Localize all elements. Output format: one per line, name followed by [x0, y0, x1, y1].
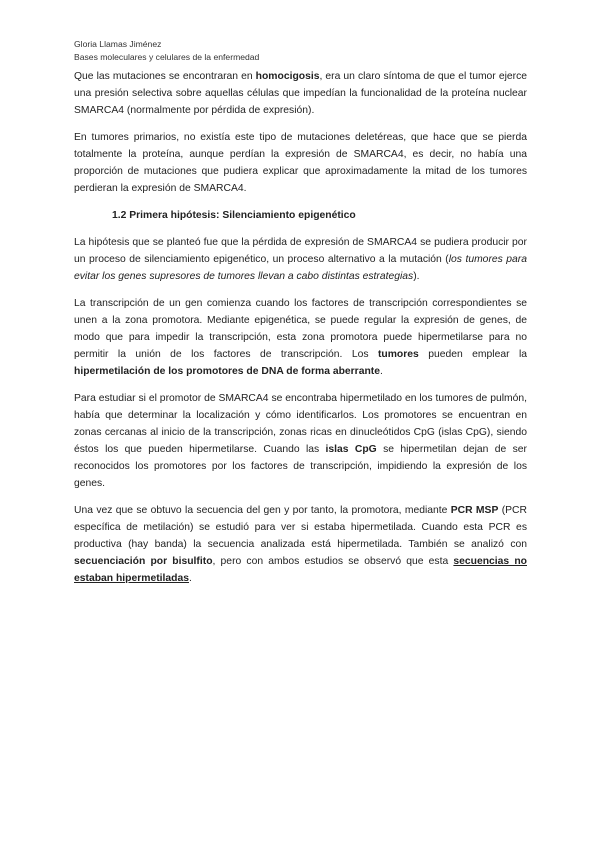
- bold-term: tumores: [377, 349, 419, 360]
- paragraph-transcription: La transcripción de un gen comienza cuando los factores de transcripción correspondientes se unen a la zona promotora. Mediante epigenética, se puede regular la expresión de genes, de modo que para impedir la transcripción, esta zona promotora puede hipermetilarse para no permitir la unión de los factores de transcripción. Los tumores pueden emplear la hipermetilación de los promotores de DNA de forma aberrante.: [74, 298, 527, 377]
- bold-term: homocigosis: [255, 71, 320, 82]
- bold-term: secuenciación por bisulfito: [74, 556, 213, 567]
- document-body: [74, 68, 527, 587]
- paragraph-primary-tumors: En tumores primarios, no existía este tipo de mutaciones deletéreas, que hace que se pierda totalmente la proteína, aunque perdían la expresión de SMARCA4, es decir, no había una proporción de mutaciones que pudiera explicar que aproximadamente la mitad de los tumores perdieran la expresión de SMARCA4.: [74, 132, 527, 194]
- paragraph-homocigosis: Que las mutaciones se encontraran en homocigosis, era un claro síntoma de que el tumor ejerce una presión selectiva sobre aquellas células que impedían la funcionalidad de la proteína nuclear SMARCA4 (normalmente por pérdida de expresión).: [74, 71, 527, 116]
- bold-term: hipermetilación de los promotores de DNA de forma aberrante: [74, 366, 380, 377]
- bold-underlined-conclusion: secuencias no estaban hipermetiladas: [74, 556, 527, 584]
- bold-term: islas CpG: [325, 444, 377, 455]
- paragraph-pcr-msp: Una vez que se obtuvo la secuencia del gen y por tanto, la promotora, mediante PCR MSP (PCR específica de metilación) se estudió para ver si estaba hipermetilada. Cuando esta PCR es productiva (hay banda) la secuencia analizada está hipermetilada. También se analizó con secuenciación por bisulfito, pero con ambos estudios se observó que esta secuencias no estaban hipermetiladas.: [74, 505, 527, 584]
- section-heading: 1.2 Primera hipótesis: Silenciamiento epigenético: [112, 210, 356, 221]
- course-subject: Bases moleculares y celulares de la enfermedad: [74, 51, 260, 62]
- paragraph-promoter-study: Para estudiar si el promotor de SMARCA4 se encontraba hipermetilado en los tumores de pulmón, había que determinar la localización y cómo identificarlos. Los promotores se encuentran en zonas cercanas al inicio de la transcripción, zonas ricas en dinucleótidos CpG (islas CpG), siendo éstos los que pueden hipermetilarse. Cuando las islas CpG se hipermetilan dejan de ser reconocidos los promotores por los factores de transcripción, impidiendo la expresión de los genes.: [74, 393, 527, 489]
- italic-note: los tumores para evitar los genes supresores de tumores llevan a cabo distintas estrategias: [74, 254, 527, 282]
- page-header: [74, 38, 259, 63]
- author-name: Gloria Llamas Jiménez: [74, 39, 162, 49]
- paragraph-hypothesis: La hipótesis que se planteó fue que la pérdida de expresión de SMARCA4 se pudiera producir por un proceso de silenciamiento epigenético, un proceso alternativo a la mutación (los tumores para evitar los genes supresores de tumores llevan a cabo distintas estrategias).: [74, 237, 527, 282]
- bold-term: PCR MSP: [450, 505, 499, 516]
